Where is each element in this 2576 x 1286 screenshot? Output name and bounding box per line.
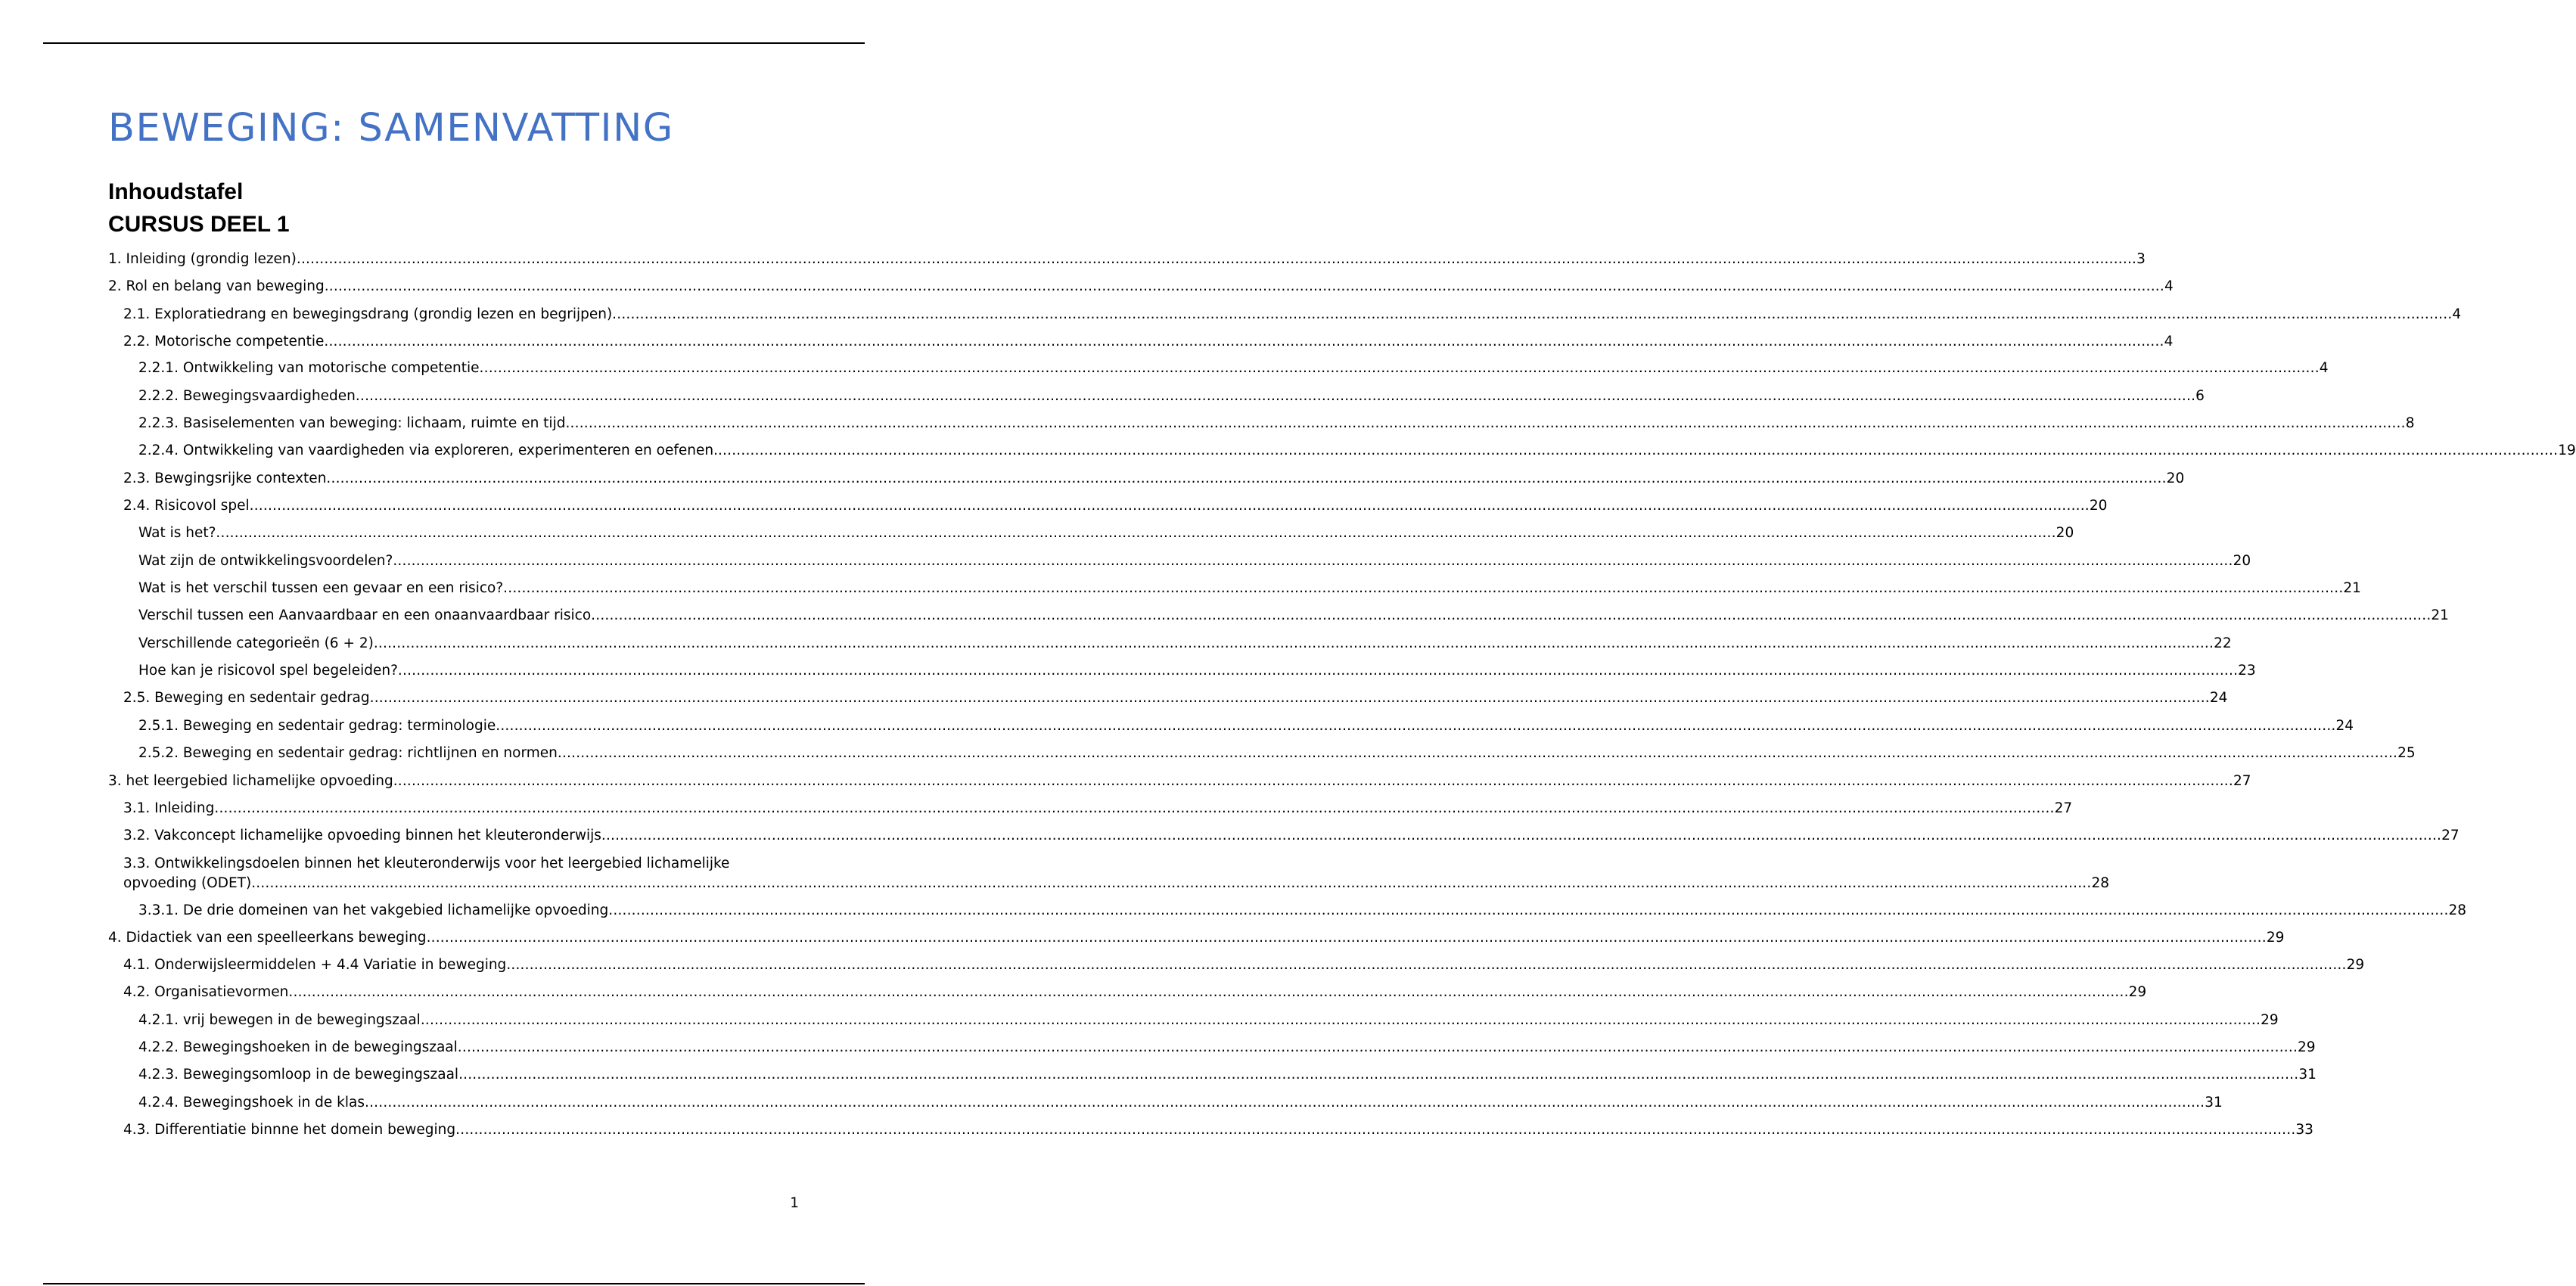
toc-entry[interactable] bbox=[138, 744, 2416, 763]
toc-dot-leader: ................................................................................................................................................................................................................................................................................................................................................................................................................ bbox=[426, 930, 2267, 946]
toc-entry-text: 2.2.1. Ontwikkeling van motorische competentie bbox=[138, 360, 480, 376]
toc-entry-text: 2. Rol en belang van beweging bbox=[108, 278, 325, 294]
toc-entry[interactable] bbox=[123, 854, 2109, 893]
toc-entry[interactable] bbox=[123, 799, 2073, 819]
toc-dot-leader: ................................................................................................................................................................................................................................................................................................................................................................................................................ bbox=[557, 745, 2398, 761]
toc-entry[interactable] bbox=[138, 661, 2256, 681]
toc-entry-page: 29 bbox=[2298, 1039, 2316, 1055]
toc-entry-text: 4. Didactiek van een speelleerkans beweging bbox=[108, 930, 427, 946]
toc-entry[interactable] bbox=[123, 305, 2462, 325]
toc-entry[interactable] bbox=[138, 441, 2576, 461]
toc-entry[interactable] bbox=[138, 551, 2251, 571]
toc-dot-leader: ................................................................................................................................................................................................................................................................................................................................................................................................................ bbox=[288, 984, 2129, 1000]
toc-entry[interactable] bbox=[123, 332, 2174, 352]
toc-entry[interactable] bbox=[138, 634, 2232, 654]
toc-entry-page: 8 bbox=[2405, 415, 2415, 431]
toc-entry-page: 28 bbox=[2091, 875, 2109, 891]
toc-dot-leader: ................................................................................................................................................................................................................................................................................................................................................................................................................ bbox=[496, 718, 2336, 734]
toc-entry[interactable] bbox=[123, 469, 2185, 489]
toc-entry-page: 4 bbox=[2164, 334, 2174, 349]
toc-entry[interactable] bbox=[108, 250, 2146, 269]
toc-entry-page: 31 bbox=[2205, 1095, 2223, 1110]
toc-dot-leader: ................................................................................................................................................................................................................................................................................................................................................................................................................ bbox=[249, 498, 2090, 514]
toc-entry[interactable] bbox=[123, 826, 2459, 846]
toc-entry-page: 29 bbox=[2261, 1012, 2279, 1028]
toc-dot-leader: ................................................................................................................................................................................................................................................................................................................................................................................................................ bbox=[216, 525, 2056, 541]
footer-rule bbox=[43, 1283, 865, 1284]
toc-entry-text: 2.2. Motorische competentie bbox=[123, 334, 325, 349]
toc-entry[interactable] bbox=[138, 359, 2329, 378]
toc-entry-text: 4.3. Differentiatie binnne het domein beweging bbox=[123, 1122, 456, 1138]
toc-entry-text: Hoe kan je risicovol spel begeleiden? bbox=[138, 663, 398, 679]
toc-entry-text: 3.2. Vakconcept lichamelijke opvoeding binnen het kleuteronderwijs bbox=[123, 828, 601, 843]
toc-entry-text: 4.2.3. Bewegingsomloop in de bewegingszaal bbox=[138, 1067, 459, 1083]
toc-dot-leader: ................................................................................................................................................................................................................................................................................................................................................................................................................ bbox=[393, 553, 2233, 569]
toc-entry-page: 22 bbox=[2214, 635, 2232, 651]
toc-entry-page: 31 bbox=[2298, 1067, 2317, 1083]
toc-entry[interactable] bbox=[138, 901, 2467, 921]
toc-dot-leader: ................................................................................................................................................................................................................................................................................................................................................................................................................ bbox=[608, 902, 2449, 918]
toc-heading: Inhoudstafel bbox=[108, 179, 244, 204]
toc-entry-page: 20 bbox=[2056, 525, 2074, 541]
toc-entry-page: 4 bbox=[2319, 360, 2329, 376]
toc-entry-text: 2.2.4. Ontwikkeling van vaardigheden via exploreren, experimenteren en oefenen. bbox=[138, 443, 718, 458]
toc-entry[interactable] bbox=[138, 1093, 2223, 1113]
toc-dot-leader: ................................................................................................................................................................................................................................................................................................................................................................................................................ bbox=[455, 1122, 2296, 1138]
toc-entry-text: Wat is het verschil tussen een gevaar en een risico? bbox=[138, 580, 504, 596]
toc-entry-text: 4.2. Organisatievormen bbox=[123, 984, 289, 1000]
toc-dot-leader: ................................................................................................................................................................................................................................................................................................................................................................................................................ bbox=[479, 360, 2320, 376]
toc-dot-leader: ................................................................................................................................................................................................................................................................................................................................................................................................................ bbox=[717, 443, 2559, 458]
header-rule bbox=[43, 42, 865, 44]
toc-entry-page: 21 bbox=[2343, 580, 2361, 596]
toc-entry-page: 4 bbox=[2452, 306, 2462, 322]
page-number: 1 bbox=[790, 1195, 799, 1211]
toc-entry-text: 3. het leergebied lichamelijke opvoeding bbox=[108, 773, 393, 789]
toc-dot-leader: ................................................................................................................................................................................................................................................................................................................................................................................................................ bbox=[393, 773, 2233, 789]
toc-entry-page: 19 bbox=[2558, 443, 2576, 458]
toc-entry-page: 4 bbox=[2164, 278, 2174, 294]
toc-entry-text: 2.5. Beweging en sedentair gedrag bbox=[123, 690, 370, 706]
toc-entry[interactable] bbox=[138, 1065, 2317, 1085]
toc-entry-page: 21 bbox=[2431, 607, 2449, 623]
toc-dot-leader: ................................................................................................................................................................................................................................................................................................................................................................................................................ bbox=[503, 580, 2344, 596]
toc-entry-text: 4.1. Onderwijsleermiddelen + 4.4 Variatie in beweging bbox=[123, 957, 507, 973]
toc-entry[interactable] bbox=[138, 414, 2415, 433]
toc-entry-text: 4.2.4. Bewegingshoek in de klas bbox=[138, 1095, 365, 1110]
toc-entry-text: 2.3. Bewgingsrijke contexten bbox=[123, 471, 327, 486]
toc-entry-page: 27 bbox=[2233, 773, 2251, 789]
toc-entry-page: 33 bbox=[2295, 1122, 2313, 1138]
toc-dot-leader: ................................................................................................................................................................................................................................................................................................................................................................................................................ bbox=[324, 334, 2164, 349]
toc-entry[interactable] bbox=[123, 496, 2108, 516]
toc-entry-page: 24 bbox=[2335, 718, 2354, 734]
toc-dot-leader: ................................................................................................................................................................................................................................................................................................................................................................................................................ bbox=[373, 635, 2214, 651]
toc-entry-page: 29 bbox=[2346, 957, 2365, 973]
toc-entry[interactable] bbox=[138, 1038, 2316, 1058]
toc-entry-page: 27 bbox=[2054, 800, 2073, 816]
toc-entry-text: Verschillende categorieën (6 + 2) bbox=[138, 635, 374, 651]
toc-entry-text: Verschil tussen een Aanvaardbaar en een onaanvaardbaar risico bbox=[138, 607, 592, 623]
toc-dot-leader: ................................................................................................................................................................................................................................................................................................................................................................................................................ bbox=[251, 875, 2092, 891]
toc-entry-page: 23 bbox=[2238, 663, 2256, 679]
toc-entry-page: 20 bbox=[2089, 498, 2108, 514]
toc-entry-text: 3.3. Ontwikkelingsdoelen binnen het kleuteronderwijs voor het leergebied lichamelijke bbox=[123, 856, 730, 871]
toc-entry[interactable] bbox=[123, 955, 2365, 975]
toc-entry[interactable] bbox=[138, 716, 2354, 736]
document-title: BEWEGING: SAMENVATTING bbox=[108, 106, 674, 151]
toc-dot-leader: ................................................................................................................................................................................................................................................................................................................................................................................................................ bbox=[420, 1012, 2261, 1028]
toc-entry-text: 2.4. Risicovol spel bbox=[123, 498, 250, 514]
toc-entry-text: 2.5.1. Beweging en sedentair gedrag: terminologie bbox=[138, 718, 496, 734]
toc-entry-text: Wat zijn de ontwikkelingsvoordelen? bbox=[138, 553, 393, 569]
toc-entry[interactable] bbox=[123, 688, 2228, 708]
toc-dot-leader: ................................................................................................................................................................................................................................................................................................................................................................................................................ bbox=[326, 471, 2167, 486]
toc-dot-leader: ................................................................................................................................................................................................................................................................................................................................................................................................................ bbox=[214, 800, 2055, 816]
toc-dot-leader: ................................................................................................................................................................................................................................................................................................................................................................................................................ bbox=[296, 251, 2137, 267]
toc-dot-leader: ................................................................................................................................................................................................................................................................................................................................................................................................................ bbox=[369, 690, 2210, 706]
toc-dot-leader: ................................................................................................................................................................................................................................................................................................................................................................................................................ bbox=[397, 663, 2239, 679]
toc-dot-leader: ................................................................................................................................................................................................................................................................................................................................................................................................................ bbox=[355, 388, 2196, 404]
toc-entry-page: 3 bbox=[2136, 251, 2146, 267]
toc-entry-text: 2.2.2. Bewegingsvaardigheden bbox=[138, 388, 356, 404]
toc-entry-text: 2.1. Exploratiedrang en bewegingsdrang (grondig lezen en begrijpen) bbox=[123, 306, 613, 322]
toc-dot-leader: ................................................................................................................................................................................................................................................................................................................................................................................................................ bbox=[457, 1039, 2298, 1055]
toc-entry-text: 3.1. Inleiding bbox=[123, 800, 215, 816]
toc-dot-leader: ................................................................................................................................................................................................................................................................................................................................................................................................................ bbox=[601, 828, 2442, 843]
toc-entry-page: 24 bbox=[2209, 690, 2228, 706]
toc-entry[interactable] bbox=[108, 277, 2174, 297]
toc-dot-leader: ................................................................................................................................................................................................................................................................................................................................................................................................................ bbox=[591, 607, 2432, 623]
toc-entry-text: 4.2.1. vrij bewegen in de bewegingszaal bbox=[138, 1012, 421, 1028]
toc-dot-leader: ................................................................................................................................................................................................................................................................................................................................................................................................................ bbox=[324, 278, 2164, 294]
toc-entry-text: 2.2.3. Basiselementen van beweging: lichaam, ruimte en tijd bbox=[138, 415, 566, 431]
toc-entry[interactable] bbox=[138, 606, 2449, 626]
toc-entry-text: 2.5.2. Beweging en sedentair gedrag: richtlijnen en normen bbox=[138, 745, 558, 761]
toc-entry-page: 20 bbox=[2233, 553, 2251, 569]
toc-entry[interactable] bbox=[123, 983, 2147, 1002]
part-heading: CURSUS DEEL 1 bbox=[108, 212, 290, 237]
toc-entry[interactable] bbox=[138, 1011, 2279, 1030]
toc-entry-page: 25 bbox=[2397, 745, 2416, 761]
toc-entry-page: 29 bbox=[2128, 984, 2147, 1000]
toc-entry-page: 28 bbox=[2448, 902, 2467, 918]
toc-entry-text: Wat is het? bbox=[138, 525, 216, 541]
toc-entry[interactable] bbox=[138, 387, 2205, 406]
toc-entry[interactable] bbox=[108, 928, 2285, 948]
toc-dot-leader: ................................................................................................................................................................................................................................................................................................................................................................................................................ bbox=[565, 415, 2406, 431]
toc-dot-leader: ................................................................................................................................................................................................................................................................................................................................................................................................................ bbox=[612, 306, 2453, 322]
toc-entry-text: 1. Inleiding (grondig lezen) bbox=[108, 251, 297, 267]
toc-dot-leader: ................................................................................................................................................................................................................................................................................................................................................................................................................ bbox=[458, 1067, 2299, 1083]
toc-entry-page: 29 bbox=[2266, 930, 2285, 946]
toc-entry-text: opvoeding (ODET) bbox=[123, 875, 252, 891]
toc-entry-text: 3.3.1. De drie domeinen van het vakgebied lichamelijke opvoeding bbox=[138, 902, 609, 918]
toc-entry[interactable] bbox=[108, 772, 2251, 791]
toc-dot-leader: ................................................................................................................................................................................................................................................................................................................................................................................................................ bbox=[506, 957, 2347, 973]
toc-entry-text: 4.2.2. Bewegingshoeken in de bewegingszaal bbox=[138, 1039, 458, 1055]
toc-entry[interactable] bbox=[138, 523, 2074, 543]
toc-entry[interactable] bbox=[123, 1120, 2313, 1140]
toc-dot-leader: ................................................................................................................................................................................................................................................................................................................................................................................................................ bbox=[365, 1095, 2205, 1110]
toc-entry[interactable] bbox=[138, 579, 2361, 598]
toc-entry-page: 6 bbox=[2195, 388, 2205, 404]
toc-entry-page: 27 bbox=[2441, 828, 2459, 843]
toc-entry-page: 20 bbox=[2166, 471, 2185, 486]
